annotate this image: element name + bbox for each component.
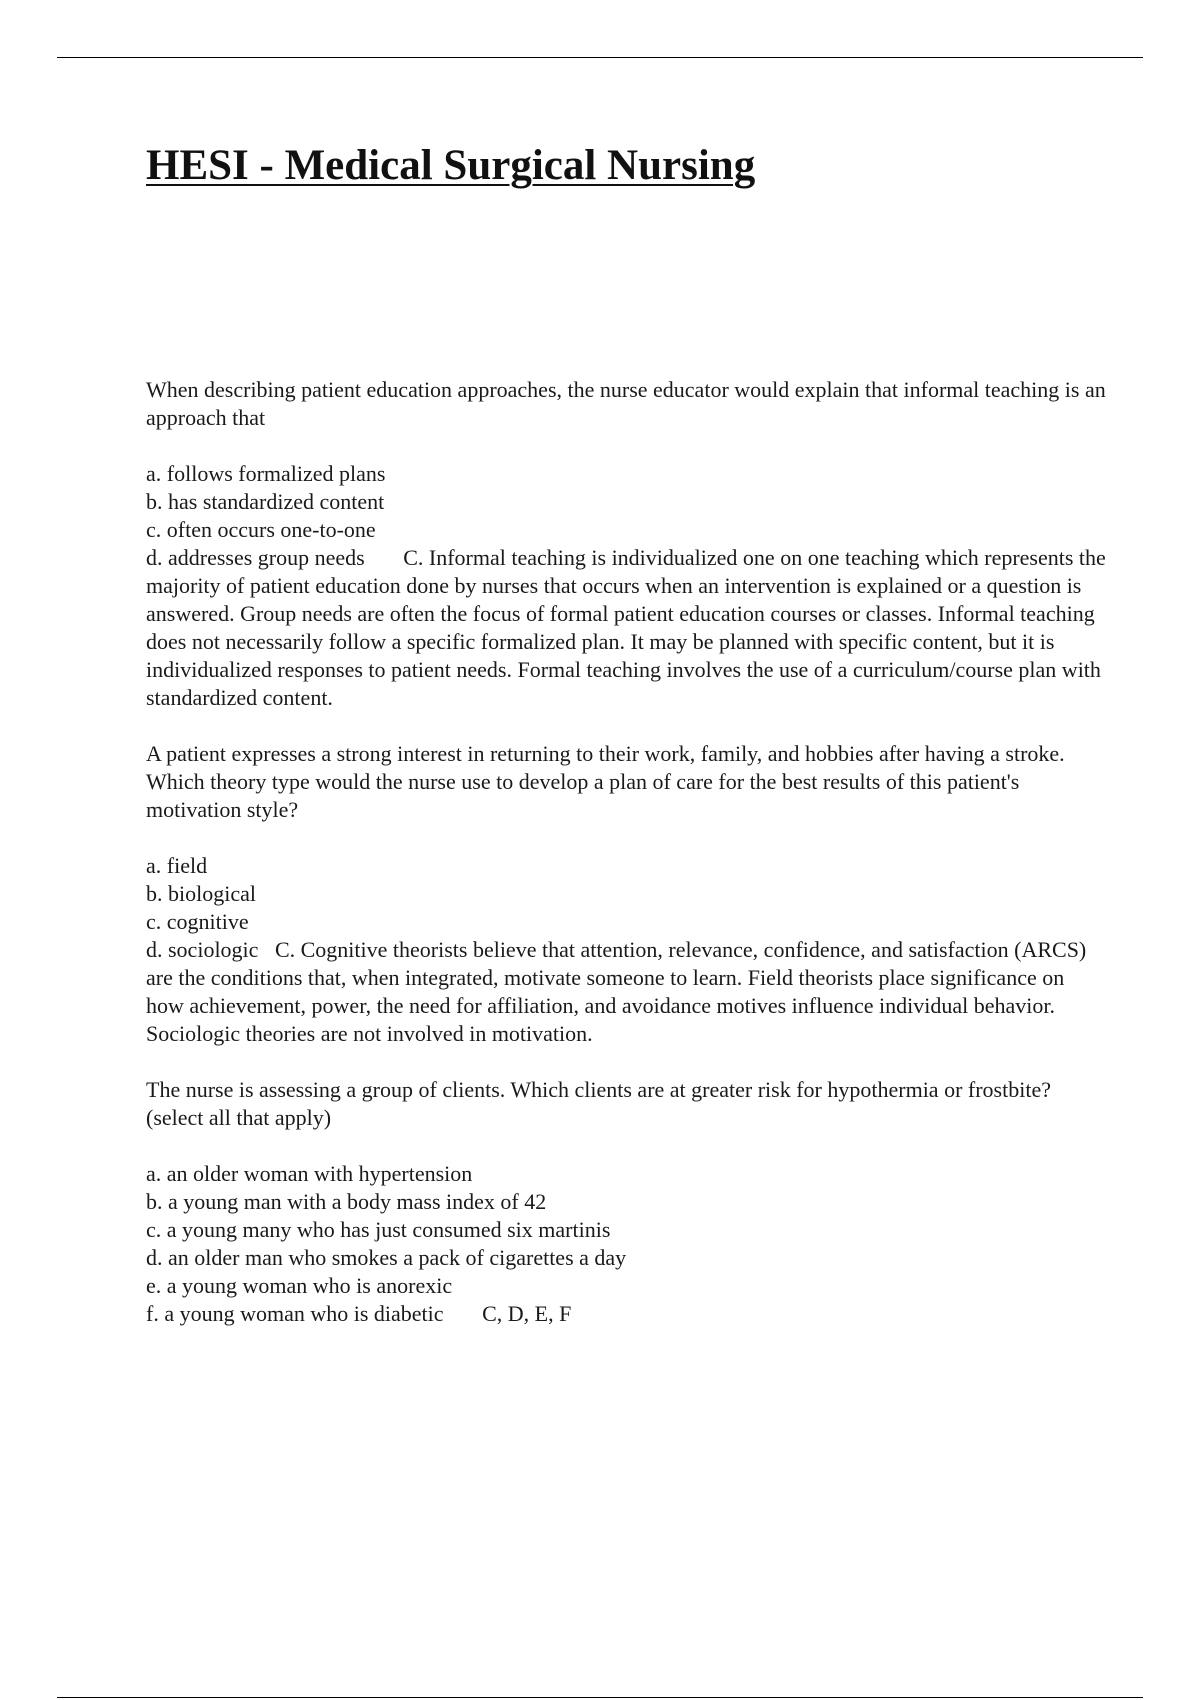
question-1-option-c: c. often occurs one-to-one (146, 516, 376, 542)
question-3-option-f-with-answer (146, 1300, 1106, 1328)
question-1-option-d: d. addresses group needs (146, 544, 365, 570)
document-title: HESI - Medical Surgical Nursing (146, 142, 756, 189)
question-3-option-a: a. an older woman with hypertension (146, 1160, 473, 1186)
question-3 (146, 1076, 1106, 1328)
question-1-option-d-with-answer (146, 544, 1106, 712)
question-1-options (146, 460, 1106, 712)
question-1-option-b: b. has standardized content (146, 488, 385, 514)
top-rule (57, 57, 1143, 58)
bottom-rule (57, 1697, 1143, 1698)
document-body (146, 140, 1106, 1356)
question-2-option-d: d. sociologic (146, 936, 259, 962)
question-3-answer: C, D, E, F (482, 1300, 572, 1326)
question-3-stem: The nurse is assessing a group of clients. Which clients are at greater risk for hypothermia or frostbite? (select all that apply) (146, 1076, 1051, 1130)
question-2-option-a: a. field (146, 852, 208, 878)
question-2-option-d-with-answer (146, 936, 1106, 1048)
question-3-option-f: f. a young woman who is diabetic (146, 1300, 444, 1326)
question-1-option-a: a. follows formalized plans (146, 460, 386, 486)
question-2-answer: C. Cognitive theorists believe that attention, relevance, confidence, and satisfaction (ARCS) are the conditions that, when integrated, motivate someone to learn. Field theorists place significance on how achievement, power, the need for affiliation, and avoidance motives influence individual behavior. Sociologic theories are not involved in motivation. (146, 936, 1087, 1046)
question-3-option-c: c. a young many who has just consumed six martinis (146, 1216, 611, 1242)
question-2-stem: A patient expresses a strong interest in returning to their work, family, and hobbies after having a stroke. Which theory type would the nurse use to develop a plan of care for the best results of this patient's motivation style? (146, 740, 1065, 822)
question-3-option-b: b. a young man with a body mass index of 42 (146, 1188, 547, 1214)
question-2-options (146, 852, 1106, 1048)
question-list (146, 376, 1106, 1328)
question-3-option-d: d. an older man who smokes a pack of cigarettes a day (146, 1244, 627, 1270)
question-2-option-c: c. cognitive (146, 908, 249, 934)
question-3-option-e: e. a young woman who is anorexic (146, 1272, 453, 1298)
question-3-options (146, 1160, 1106, 1328)
question-1 (146, 376, 1106, 712)
question-2-option-b: b. biological (146, 880, 256, 906)
question-1-answer: C. Informal teaching is individualized one on one teaching which represents the majority of patient education done by nurses that occurs when an intervention is explained or a question is answered. Group needs are often the focus of formal patient education courses or classes. Informal teaching does not necessarily follow a specific formalized plan. It may be planned with specific content, but it is individualized responses to patient needs. Formal teaching involves the use of a curriculum/course plan with standardized content. (146, 544, 1106, 710)
question-1-stem: When describing patient education approaches, the nurse educator would explain that informal teaching is an approach that (146, 376, 1106, 430)
question-2 (146, 740, 1106, 1048)
